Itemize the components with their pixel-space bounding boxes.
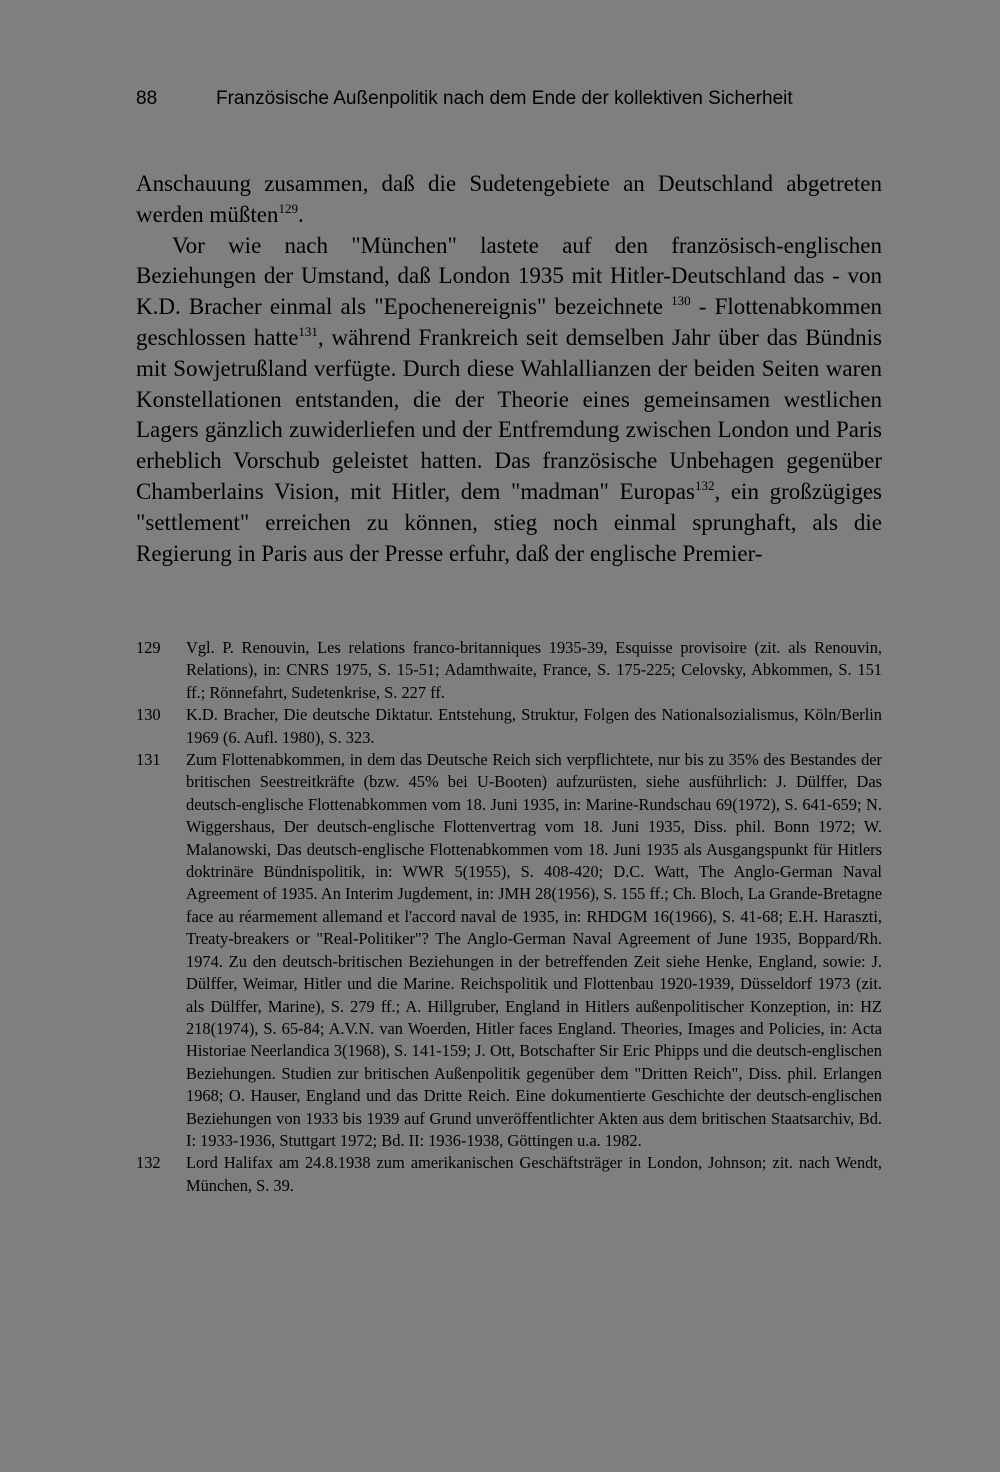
footnote-number: 129 bbox=[136, 638, 161, 657]
main-text bbox=[136, 169, 882, 569]
footnotes bbox=[136, 637, 882, 1197]
running-title: Französische Außenpolitik nach dem Ende der kollektiven Sicherheit bbox=[216, 88, 793, 109]
footnote-text: Vgl. P. Renouvin, Les relations franco-britanniques 1935-39, Esquisse provisoire (zit. als Renouvin, Relations), in: CNRS 1975, S. 15-51; Adamthwaite, France, S. 175-225; Celovsky, Abkommen, S. 151 ff.; Rönnefahrt, Sudetenkrise, S. 227 ff. bbox=[186, 638, 882, 702]
footnote-ref-132[interactable]: 132 bbox=[694, 477, 715, 493]
footnote-text: Lord Halifax am 24.8.1938 zum amerikanischen Geschäftsträger in London, Johnson; zit. nach Wendt, München, S. 39. bbox=[186, 1153, 882, 1195]
footnote-text: Zum Flottenabkommen, in dem das Deutsche Reich sich verpflichtete, nur bis zu 35% des Bestandes der britischen Seestreitkräfte (bzw. 45% bei U-Booten) aufzurüsten, siehe ausführlich: J. Dülffer, Das deutsch-englische Flottenabkommen vom 18. Juni 1935, in: Marine-Rundschau 69(1972), S. 641-659; N. Wiggershaus, Der deutsch-englische Flottenvertrag vom 18. Juni 1935, Diss. phil. Bonn 1972; W. Malanowski, Das deutsch-englische Flottenabkommen vom 18. Juni 1935 als Ausgangspunkt für Hitlers doktrinäre Bündnispolitik, in: WWR 5(1955), S. 408-420; D.C. Watt, The Anglo-German Naval Agreement of 1935. An Interim Jugdement, in: JMH 28(1956), S. 155 ff.; Ch. Bloch, La Grande-Bretagne face au réarmement allemand et l'accord naval de 1935, in: RHDGM 16(1966), S. 41-68; E.H. Haraszti, Treaty-breakers or "Real-Politiker"? The Anglo-German Naval Agreement of June 1935, Boppard/Rh. 1974. Zu den deutsch-britischen Beziehungen in der betreffenden Zeit siehe Henke, England, sowie: J. Dülffer, Weimar, Hitler und die Marine. Reichspolitik und Flottenbau 1920-1939, Düsseldorf 1973 (zit. als Dülffer, Marine), S. 279 ff.; A. Hillgruber, England in Hitlers außenpolitischer Konzeption, in: HZ 218(1974), S. 65-84; A.V.N. van Woerden, Hitler faces England. Theories, Images and Policies, in: Acta Historiae Neerlandica 3(1968), S. 141-159; J. Ott, Botschafter Sir Eric Phipps und die deutsch-englischen Beziehungen. Studien zur britischen Außenpolitik gegenüber dem "Dritten Reich", Diss. phil. Erlangen 1968; O. Hauser, England und das Dritte Reich. Eine dokumentierte Geschichte der deutsch-englischen Beziehungen von 1933 bis 1939 auf Grund unveröffentlichter Akten aus dem britischen Staatsarchiv, Bd. I: 1933-1936, Stuttgart 1972; Bd. II: 1936-1938, Göttingen u.a. 1982. bbox=[186, 750, 882, 1150]
footnote-ref-131[interactable]: 131 bbox=[298, 323, 318, 339]
paragraph-1-text: Anschauung zusammen, daß die Sudetengebiete an Deutschland abgetreten werden müßten bbox=[136, 171, 882, 227]
footnote-ref-130[interactable]: 130 bbox=[671, 293, 691, 309]
paragraph-2-part-2: - Flottenabkommen geschlossen hatte bbox=[136, 294, 882, 350]
paragraph-2-part-1: Vor wie nach "München" lastete auf den französisch-englischen Beziehungen der Umstand, daß London 1935 mit Hitler-Deutschland das - von K.D. Bracher einmal als "Epochenereignis" bezeichnete bbox=[136, 232, 882, 320]
footnote-129 bbox=[136, 637, 882, 704]
page-number: 88 bbox=[136, 88, 158, 109]
paragraph-2 bbox=[136, 231, 882, 570]
paragraph-2-part-4: , ein großzügiges "settlement" erreichen zu können, stieg noch einmal sprunghaft, als die Regierung in Paris aus der Presse erfuhr, daß der englische Premier- bbox=[136, 478, 882, 566]
footnote-ref-129[interactable]: 129 bbox=[278, 200, 298, 216]
footnote-number: 131 bbox=[136, 750, 161, 770]
footnote-131 bbox=[136, 749, 882, 1152]
running-header bbox=[136, 87, 876, 111]
paragraph-1 bbox=[136, 169, 882, 231]
footnote-number: 132 bbox=[136, 1153, 161, 1173]
footnote-number: 130 bbox=[136, 705, 161, 725]
paragraph-1-tail: . bbox=[297, 201, 304, 227]
footnote-130 bbox=[136, 704, 882, 749]
footnote-132 bbox=[136, 1152, 882, 1197]
footnote-text: K.D. Bracher, Die deutsche Diktatur. Entstehung, Struktur, Folgen des Nationalsozialismus, Köln/Berlin 1969 (6. Aufl. 1980), S. 323. bbox=[186, 705, 882, 747]
paragraph-2-part-3: , während Frankreich seit demselben Jahr über das Bündnis mit Sowjetrußland verfügte. Durch diese Wahlallianzen der beiden Seiten waren Konstellationen entstanden, die der Theorie eines gemeinsamen westlichen Lagers gänzlich zuwiderliefen und der Entfremdung zwischen London und Paris erheblich Vorschub geleistet hatten. Das französische Unbehagen gegenüber Chamberlains Vision, mit Hitler, dem "madman" Europas bbox=[136, 324, 882, 504]
